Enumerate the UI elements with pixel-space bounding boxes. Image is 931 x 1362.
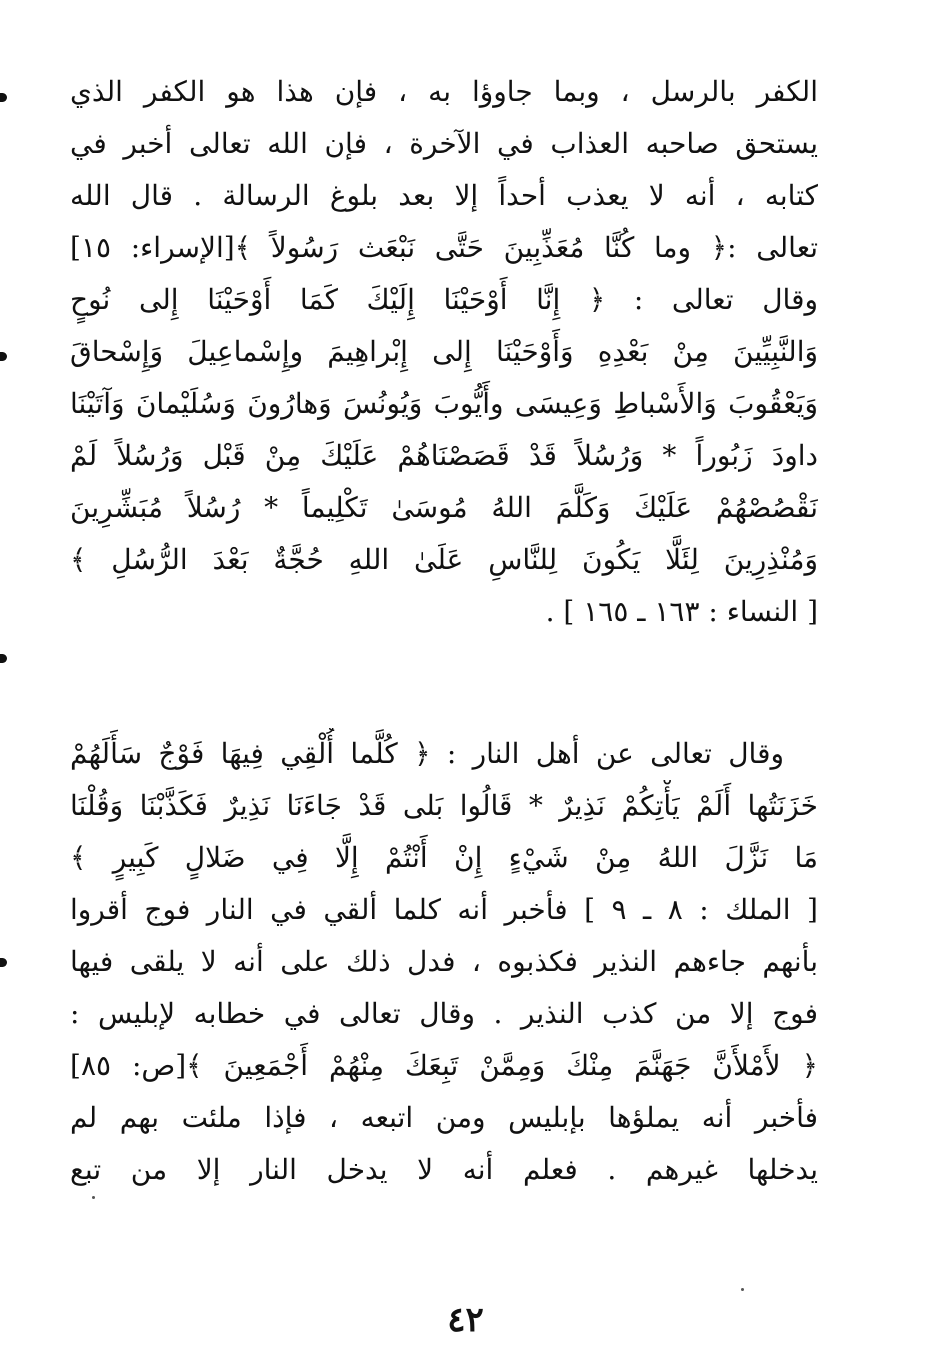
text-line: وَيَعْقُوبَ وَالأَسْباطِ وَعِيسَى وأَيُّوبَ وَيُونُسَ وَهارُونَ وَسُلَيْمانَ وَآتَيْنَا: [70, 387, 818, 420]
text-line: [ الملك : ٨ ـ ٩ ] فأخبر أنه كلما ألقي في النار فوج أقروا: [70, 893, 818, 926]
page-speck: [741, 1288, 744, 1291]
text-line: يدخلها غيرهم . فعلم أنه لا يدخل النار إلا من تبع: [70, 1153, 818, 1186]
text-line: كتابه ، أنه لا يعذب أحداً إلا بعد بلوغ الرسالة . قال الله: [70, 179, 818, 212]
left-edge-mark: [0, 93, 7, 102]
text-line: بأنهم جاءهم النذير فكذبوه ، فدل ذلك على أنه لا يلقى فيها: [70, 945, 818, 978]
text-line: مَا نَزَّلَ اللهُ مِنْ شَيْءٍ إِنْ أَنْتُمْ إِلَّا فِي ضَلالٍ كَبِيرٍ ﴾: [70, 841, 818, 874]
text-line: تعالى :﴿ وما كُنَّا مُعَذِّبِينَ حَتَّى نَبْعَث رَسُولاً ﴾[الإسراء: ١٥]: [70, 231, 818, 264]
page-speck: [92, 1196, 95, 1199]
text-line: خَزَنَتُها أَلَمْ يَأْتِكُمْ نَذِيرٌ * قَالُوا بَلى قَدْ جَاءَنَا نَذِيرٌ فَكَذَّبْنَا وَقُلْنَا: [70, 789, 818, 822]
text-line: وَمُنْذِرِينَ لِئَلَّا يَكُونَ لِلنَّاسِ عَلَىٰ اللهِ حُجَّةٌ بَعْدَ الرُّسُلِ ﴾: [70, 543, 818, 576]
left-edge-mark: [0, 958, 7, 967]
left-edge-mark: [0, 352, 7, 361]
text-line: فأخبر أنه يملؤها بإبليس ومن اتبعه ، فإذا ملئت بهم لم: [70, 1101, 818, 1134]
paragraph-block-1: [70, 66, 818, 638]
text-line: الكفر بالرسل ، وبما جاوؤا به ، فإن هذا هو الكفر الذي: [70, 75, 818, 108]
paragraph-block-2: [70, 728, 818, 1196]
text-line: وقال تعالى : ﴿ إِنَّا أَوْحَيْنَا إِلَيْكَ كَمَا أَوْحَيْنَا إِلى نُوحٍ: [70, 283, 818, 316]
text-line: نَقْصُصْهُمْ عَلَيْكَ وَكَلَّمَ اللهُ مُوسَىٰ تَكْلِيماً * رُسُلاً مُبَشِّرِينَ: [70, 491, 818, 524]
text-line: وقال تعالى عن أهل النار : ﴿ كُلَّما أُلْقِي فِيهَا فَوْجٌ سَأَلَهُمْ: [70, 737, 784, 770]
text-line: فوج إلا من كذب النذير . وقال تعالى في خطابه لإبليس :: [70, 997, 818, 1030]
citation-line: [ النساء : ١٦٣ ـ ١٦٥ ] .: [545, 595, 818, 628]
text-line: داودَ زَبُوراً * وَرُسُلاً قَدْ قَصَصْنَاهُمْ عَلَيْكَ مِنْ قَبْل وَرُسُلاً لَمْ: [70, 439, 818, 472]
text-line: يستحق صاحبه العذاب في الآخرة ، فإن الله تعالى أخبر في: [70, 127, 818, 160]
page-number: ٤٢: [447, 1300, 484, 1340]
text-line: وَالنَّبِيِّينَ مِنْ بَعْدِهِ وَأَوْحَيْنَا إِلى إِبْراهِيمَ وإِسْماعِيلَ وَإِسْحاقَ: [70, 335, 818, 368]
left-edge-mark: [0, 654, 7, 663]
text-line: ﴿ لأَمْلأَنَّ جَهَنَّمَ مِنْكَ وَمِمَّنْ تَبِعَكَ مِنْهُمْ أَجْمَعِينَ ﴾[ص: ٨٥]: [70, 1049, 818, 1082]
